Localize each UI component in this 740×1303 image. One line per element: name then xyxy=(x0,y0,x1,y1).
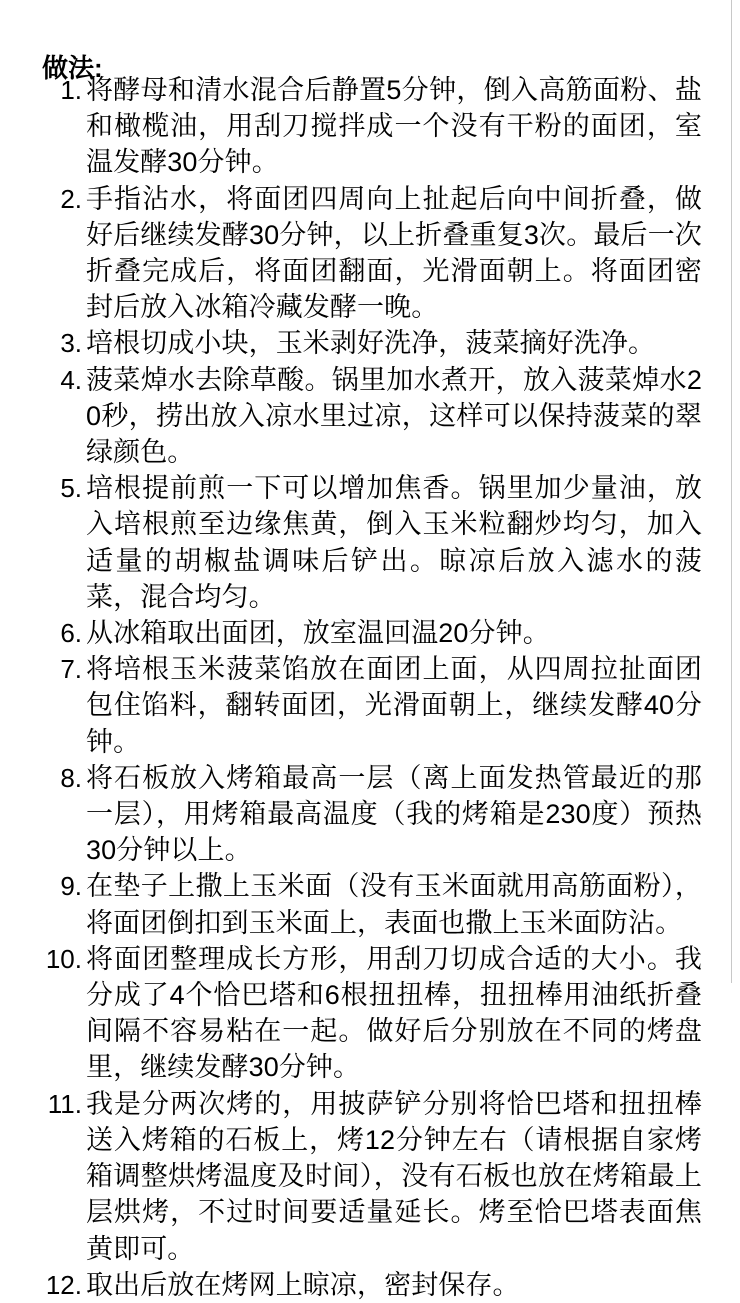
step-text: 培根提前煎一下可以增加焦香。锅里加少量油，放入培根煎至边缘焦黄，倒入玉米粒翻炒均匀，加入适量的胡椒盐调味后铲出。晾凉后放入滤水的菠菜，混合均匀。 xyxy=(86,473,702,612)
step-number: 10. xyxy=(45,943,82,974)
list-item xyxy=(0,362,740,471)
step-text: 将石板放入烤箱最高一层（离上面发热管最近的那一层），用烤箱最高温度（我的烤箱是230度）预热30分钟以上。 xyxy=(86,762,702,866)
directions-step-list xyxy=(0,72,740,1303)
step-text: 菠菜焯水去除草酸。锅里加水煮开，放入菠菜焯水20秒，捞出放入凉水里过凉，这样可以保持菠菜的翠绿颜色。 xyxy=(86,364,702,468)
step-text: 取出后放在烤网上晾凉，密封保存。 xyxy=(86,1269,520,1300)
list-item xyxy=(0,1267,740,1303)
list-item xyxy=(0,760,740,869)
list-item xyxy=(0,181,740,326)
step-text: 将培根玉米菠菜馅放在面团上面，从四周拉扯面团包住馅料，翻转面团，光滑面朝上，继续发酵40分钟。 xyxy=(86,654,702,757)
step-text: 将酵母和清水混合后静置5分钟，倒入高筋面粉、盐和橄榄油，用刮刀搅拌成一个没有干粉的面团，室温发酵30分钟。 xyxy=(86,75,702,178)
page-title: 做法: xyxy=(42,53,103,84)
list-item xyxy=(0,651,740,760)
list-item xyxy=(0,470,740,615)
step-number: 5. xyxy=(60,473,82,504)
step-text: 培根切成小块，玉米剥好洗净，菠菜摘好洗净。 xyxy=(86,328,656,359)
list-item xyxy=(0,868,740,940)
step-number: 9. xyxy=(60,871,82,902)
step-number: 4. xyxy=(60,364,82,395)
list-item xyxy=(0,325,740,361)
step-number: 7. xyxy=(60,654,82,685)
step-number: 3. xyxy=(60,328,82,359)
step-text: 在垫子上撒上玉米面（没有玉米面就用高筋面粉），将面团倒扣到玉米面上，表面也撒上玉米面防沾。 xyxy=(86,871,702,938)
step-number: 11. xyxy=(47,1088,82,1119)
step-text: 手指沾水，将面团四周向上扯起后向中间折叠，做好后继续发酵30分钟，以上折叠重复3次。最后一次折叠完成后，将面团翻面，光滑面朝上。将面团密封后放入冰箱冷藏发酵一晚。 xyxy=(86,183,702,323)
step-number: 2. xyxy=(60,183,82,214)
list-item xyxy=(0,72,740,181)
step-number: 12. xyxy=(45,1269,82,1300)
list-item xyxy=(0,1086,740,1267)
step-text: 将面团整理成长方形，用刮刀切成合适的大小。我分成了4个恰巴塔和6根扭扭棒，扭扭棒用油纸折叠间隔不容易粘在一起。做好后分别放在不同的烤盘里，继续发酵30分钟。 xyxy=(86,943,702,1083)
step-number: 1. xyxy=(60,75,82,105)
step-text: 从冰箱取出面团，放室温回温20分钟。 xyxy=(86,618,550,649)
list-item xyxy=(0,941,740,1086)
step-number: 6. xyxy=(60,618,82,649)
step-text: 我是分两次烤的，用披萨铲分别将恰巴塔和扭扭棒送入烤箱的石板上，烤12分钟左右（请根据自家烤箱调整烘烤温度及时间），没有石板也放在烤箱最上层烘烤，不过时间要适量延长。烤至恰巴塔表面焦黄即可。 xyxy=(86,1088,702,1264)
step-number: 8. xyxy=(60,762,82,793)
list-item xyxy=(0,615,740,651)
